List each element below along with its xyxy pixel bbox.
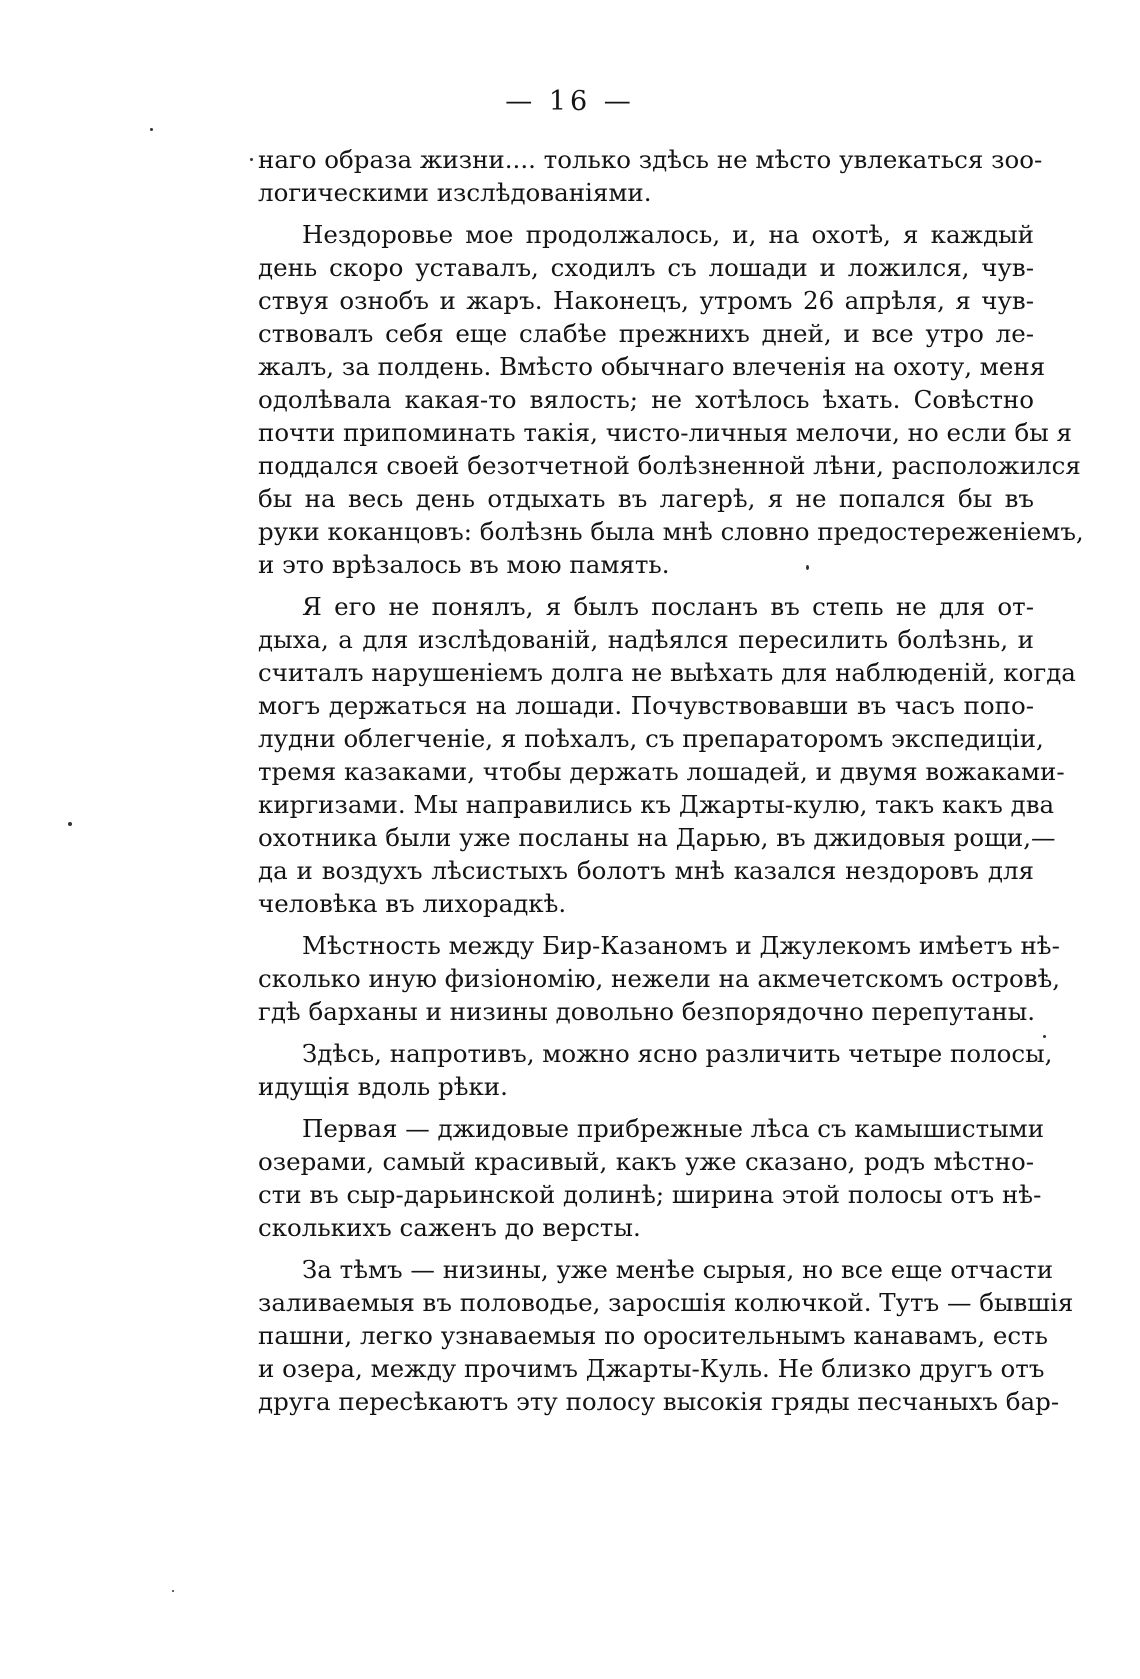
- text-line: сколькихъ саженъ до версты.: [258, 1213, 641, 1242]
- text-line: гдѣ барханы и низины довольно безпорядочно перепутаны.: [258, 997, 1036, 1026]
- text-line: ствуя ознобъ и жаръ. Наконецъ, утромъ 26 апрѣля, я чув-: [258, 286, 1034, 315]
- text-line: одолѣвала какая-то вялость; не хотѣлось ѣхать. Совѣстно: [258, 385, 1034, 414]
- text-line: человѣка въ лихорадкѣ.: [258, 889, 567, 918]
- scan-speck: [172, 1590, 174, 1592]
- text-line: дыха, а для изслѣдованій, надѣялся пересилить болѣзнь, и: [258, 625, 1034, 654]
- text-line: жалъ, за полдень. Вмѣсто обычнаго влеченія на охоту, меня: [258, 352, 1046, 381]
- text-line: считалъ нарушеніемъ долга не выѣхать для наблюденій, когда: [258, 658, 1076, 687]
- scan-speck: [806, 565, 809, 570]
- paragraph-5: [258, 1037, 1053, 1103]
- text-line: логическими изслѣдованіями.: [258, 178, 652, 207]
- text-line: Мѣстность между Бир-Казаномъ и Джулекомъ имѣетъ нѣ-: [302, 931, 1060, 960]
- text-line: ствовалъ себя еще слабѣе прежнихъ дней, и все утро ле-: [258, 319, 1034, 348]
- paragraph-6: [258, 1112, 1045, 1244]
- text-line: Нездоровье мое продолжалось, и, на охотѣ, я каждый: [302, 220, 1034, 249]
- scan-speck: [68, 822, 72, 826]
- scan-speck: [150, 128, 153, 131]
- page-number: — 16 —: [505, 86, 635, 117]
- text-line: охотника были уже посланы на Дарью, въ джидовыя рощи,—: [258, 823, 1056, 852]
- text-line: тремя казаками, чтобы держать лошадей, и двумя вожаками-: [258, 757, 1065, 786]
- text-line: наго образа жизни.... только здѣсь не мѣсто увлекаться зоо-: [258, 145, 1043, 174]
- text-line: За тѣмъ — низины, уже менѣе сырыя, но все еще отчасти: [302, 1255, 1054, 1284]
- text-line: сколько иную физіономію, нежели на акмечетскомъ островѣ,: [258, 964, 1061, 993]
- text-line: идущія вдоль рѣки.: [258, 1072, 508, 1101]
- text-line: и это врѣзалось въ мою память.: [258, 550, 670, 579]
- text-line: друга пересѣкаютъ эту полосу высокія гряды песчаныхъ бар-: [258, 1387, 1060, 1416]
- text-line: поддался своей безотчетной болѣзненной лѣни, расположился: [258, 451, 1081, 480]
- text-line: киргизами. Мы направились къ Джарты-кулю, такъ какъ два: [258, 790, 1055, 819]
- text-line: и озера, между прочимъ Джарты-Куль. Не близко другъ отъ: [258, 1354, 1045, 1383]
- text-line: почти припоминать такія, чисто-личныя мелочи, но если бы я: [258, 418, 1072, 447]
- paragraph-1: [258, 143, 1043, 209]
- text-line: Первая — джидовые прибрежные лѣса съ камышистыми: [302, 1114, 1045, 1143]
- paragraph-2: [258, 218, 1084, 581]
- paragraph-3: [258, 590, 1076, 920]
- text-line: заливаемыя въ половодье, заросшія колючкой. Тутъ — бывшія: [258, 1288, 1074, 1317]
- paragraph-7: [258, 1253, 1074, 1418]
- text-line: могъ держаться на лошади. Почувствовавши въ часъ попо-: [258, 691, 1034, 720]
- text-line: Я его не понялъ, я былъ посланъ въ степь не для от-: [302, 592, 1034, 621]
- text-line: озерами, самый красивый, какъ уже сказано, родъ мѣстно-: [258, 1147, 1034, 1176]
- text-line: день скоро уставалъ, сходилъ съ лошади и ложился, чув-: [258, 253, 1034, 282]
- text-line: лудни облегченіе, я поѣхалъ, съ препараторомъ экспедиціи,: [258, 724, 1044, 753]
- scan-speck: [1043, 1035, 1046, 1038]
- text-line: пашни, легко узнаваемыя по оросительнымъ канавамъ, есть: [258, 1321, 1049, 1350]
- paragraph-4: [258, 929, 1061, 1028]
- scan-speck: [250, 158, 253, 161]
- text-line: Здѣсь, напротивъ, можно ясно различить четыре полосы,: [302, 1039, 1053, 1068]
- text-line: руки коканцовъ: болѣзнь была мнѣ словно предостереженіемъ,: [258, 517, 1084, 546]
- text-line: да и воздухъ лѣсистыхъ болотъ мнѣ казался нездоровъ для: [258, 856, 1034, 885]
- text-line: бы на весь день отдыхать въ лагерѣ, я не попался бы въ: [258, 484, 1034, 513]
- body-text: [258, 143, 1084, 1427]
- text-line: сти въ сыр-дарьинской долинѣ; ширина этой полосы отъ нѣ-: [258, 1180, 1042, 1209]
